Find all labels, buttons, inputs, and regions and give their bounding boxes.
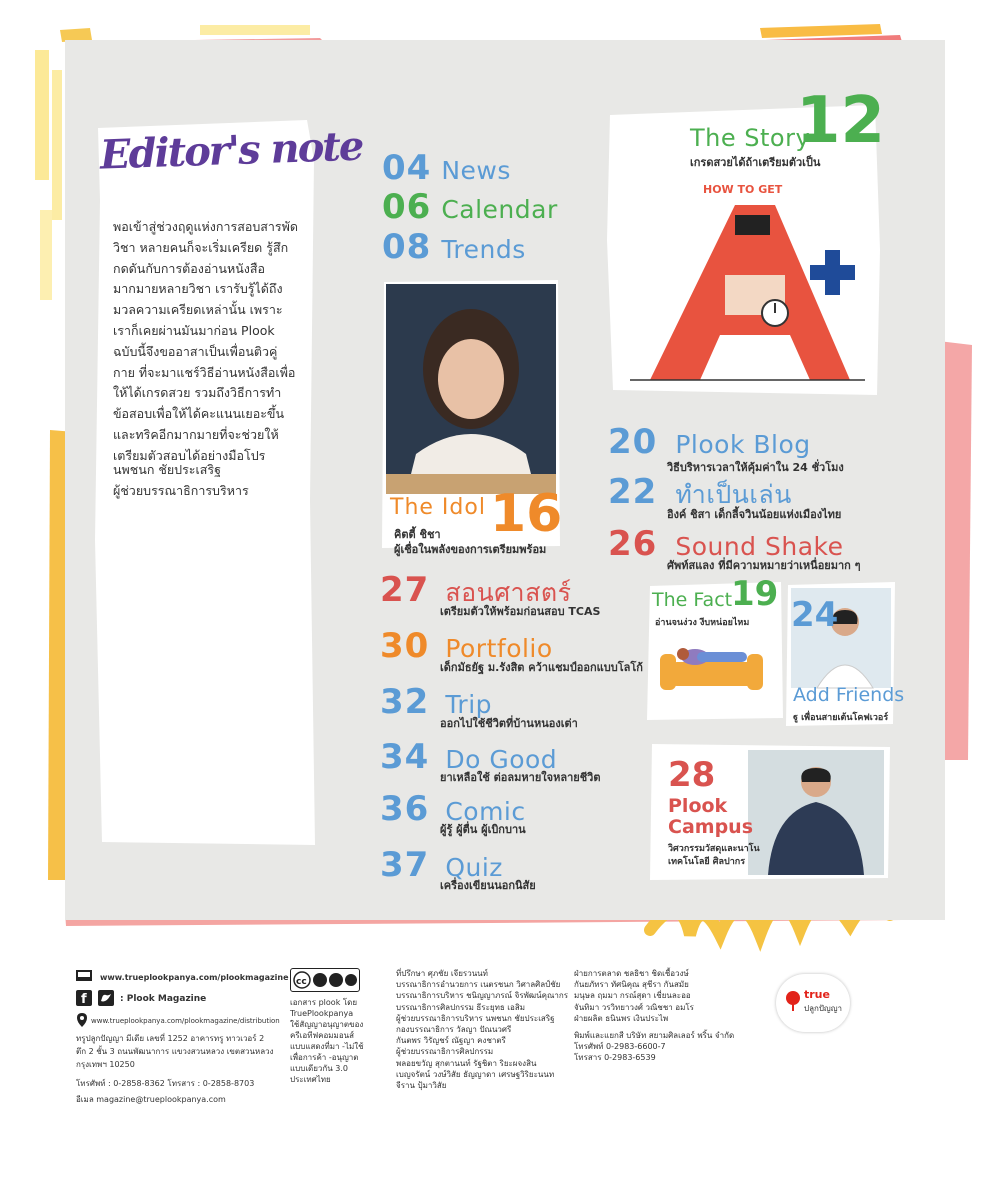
- staff-line: กันตพร วิรัญชร์ ณัฐญา คงชาตรี: [396, 1036, 506, 1046]
- idol-sub: ผู้เชื่อในพลังของการเตรียมพร้อม: [394, 543, 547, 556]
- toc-num: 27: [380, 570, 430, 610]
- campus-sub-2: เทคโนโลยี ศิลปากร: [668, 857, 746, 867]
- toc-num: 22: [608, 472, 658, 512]
- staff-line: ฝ่ายการตลาด ชลธิชา ชิดเชื้อวงษ์: [574, 969, 689, 978]
- cc-by-nc-sa-icon: [291, 969, 359, 991]
- story-art-text: HOW TO GET: [703, 183, 783, 196]
- logo-text-plookpanya: ปลูกปัญญา: [804, 1004, 843, 1013]
- story-title: The Story: [690, 124, 811, 152]
- cc-license-badge: [290, 968, 360, 992]
- staff-line: ฝ่ายผลิต ธนินพร เงินประไพ: [574, 1013, 669, 1023]
- cc-text-7: แบบเดียวกัน 3.0: [290, 1064, 348, 1073]
- staff-line: บรรณาธิการอำนวยการ เนตรชนก วิศาลศิลป์ชัย: [396, 980, 561, 990]
- toc-title: Quiz: [445, 853, 503, 882]
- toc-sub: วิธีบริหารเวลาให้คุ้มค่าใน 24 ชั่วโมง: [667, 461, 844, 474]
- toc-num: 04: [382, 148, 432, 188]
- cc-text-2: TruePlookpanya: [290, 1009, 354, 1018]
- toc-num: 30: [380, 626, 430, 666]
- staff-line: กองบรรณาธิการ วัลญา ปัณนวศรี: [396, 1025, 512, 1035]
- toc-num: 36: [380, 789, 430, 829]
- story-illustration-a-plus-icon: [625, 175, 865, 385]
- toc-title: Trip: [445, 690, 493, 719]
- location-pin-icon: [77, 1013, 87, 1027]
- toc-title: Calendar: [441, 195, 558, 224]
- toc-num: 06: [382, 187, 432, 227]
- footer-address-3: กรุงเทพฯ 10250: [76, 1060, 135, 1069]
- staff-line: ที่ปรึกษา ศุภชัย เจียรวนนท์: [396, 969, 488, 978]
- logo-text-true: true: [804, 988, 830, 1001]
- cc-text-6: เพื่อการค้า -อนุญาต: [290, 1053, 359, 1062]
- toc-num: 32: [380, 682, 430, 722]
- campus-page-num: 28: [668, 755, 716, 795]
- tree-logo-icon: [784, 990, 802, 1012]
- toc-item-trends[interactable]: [382, 227, 526, 267]
- editor-signature-name: นพชนก ชัยประเสริฐ: [113, 462, 222, 477]
- staff-line: บรรณาธิการศิลปกรรม ธีระยุทธ เอสิม: [396, 1002, 525, 1012]
- staff-line: พลอยขวัญ สุกตานนท์ รัฐชิตา ริยะผจงสิน: [396, 1058, 537, 1068]
- campus-title-1: Plook: [668, 795, 728, 817]
- toc-num: 20: [608, 422, 658, 462]
- editor-signature-role: ผู้ช่วยบรรณาธิการบริหาร: [113, 483, 249, 498]
- story-page-num: 12: [796, 84, 886, 158]
- footer-address-1: ทรูปลูกปัญญา มีเดีย เลขที่ 1252 อาคารทรู ทาวเวอร์ 2: [76, 1034, 265, 1043]
- toc-sub: เครื่องเขียนนอกนิสัย: [440, 879, 536, 892]
- toc-num: 08: [382, 227, 432, 267]
- staff-line: โทรสาร 0-2983-6539: [574, 1053, 656, 1063]
- toc-title: ทำเป็นเล่น: [675, 480, 792, 509]
- toc-sub: เตรียมตัวให้พร้อมก่อนสอบ TCAS: [440, 605, 601, 618]
- toc-sub: เด็กมัธยัฐ ม.รังสิต คว้าแชมป์ออกแบบโลโก้: [440, 661, 643, 674]
- fact-sub: อ่านจนง่วง งีบหน่อยไหม: [655, 618, 750, 628]
- footer-email: อีเมล magazine@trueplookpanya.com: [76, 1095, 226, 1104]
- trueplookpanya-logo[interactable]: [776, 974, 850, 1032]
- footer-address-2: ตึก 2 ชั้น 3 ถนนพัฒนาการ แขวงสวนหลวง เขตสวนหลวง: [76, 1047, 274, 1056]
- toc-sub: อิงค์ ชิสา เด็กลี้จวินน้อยแห่งเมืองไทย: [667, 508, 842, 521]
- fact-title: The Fact: [652, 589, 733, 611]
- toc-sub: ศัพท์สแลง ที่มีความหมายว่าเหนื่อยมาก ๆ: [667, 559, 861, 572]
- monitor-icon: [76, 970, 92, 983]
- staff-line: ผู้ช่วยบรรณาธิการศิลปกรรม: [396, 1047, 494, 1057]
- staff-line: พิมพ์และแยกสี บริษัท สยามศิลเลอร์ พริ้น จำกัด: [574, 1031, 735, 1041]
- footer-distribution-link[interactable]: www.trueplookpanya.com/plookmagazine/distribution: [91, 1017, 280, 1025]
- facebook-icon[interactable]: [76, 990, 92, 1006]
- cc-text-1: เอกสาร plook โดย: [290, 998, 358, 1007]
- cc-text-5: แบบแสดงที่มา -ไม่ใช้: [290, 1042, 364, 1051]
- toc-title: Sound Shake: [675, 532, 844, 561]
- toc-sub: ออกไปใช้ชีวิตที่บ้านหนองเต่า: [440, 717, 578, 730]
- staff-list-2: [574, 968, 734, 1064]
- idol-photo: [386, 284, 556, 494]
- toc-title: Comic: [445, 797, 526, 826]
- editor-note-heading: Editor's note: [99, 122, 363, 179]
- twitter-icon[interactable]: [98, 990, 114, 1006]
- toc-title: Do Good: [445, 745, 558, 774]
- svg-text:f: f: [81, 992, 87, 1006]
- toc-num: 26: [608, 524, 658, 564]
- toc-title: Plook Blog: [675, 430, 811, 459]
- toc-title: Trends: [441, 235, 526, 264]
- toc-sub: ยาเหลือใช้ ต่อลมหายใจหลายชีวิต: [440, 771, 601, 784]
- staff-line: โทรศัพท์ 0-2983-6600-7: [574, 1042, 666, 1052]
- toc-sub: ผู้รู้ ผู้ตื่น ผู้เบิกบาน: [440, 823, 526, 836]
- idol-portrait-icon: [386, 284, 556, 494]
- toc-num: 34: [380, 737, 430, 777]
- cc-text-4: ครีเอทีฟคอมมอนส์: [290, 1031, 354, 1040]
- campus-sub-1: วิศวกรรมวัสดุและนาโน: [668, 844, 760, 854]
- story-sub: เกรดสวยได้ถ้าเตรียมตัวเป็น: [690, 156, 821, 169]
- cc-text-3: ใช้สัญญาอนุญาตของ: [290, 1020, 364, 1029]
- toc-num: 37: [380, 845, 430, 885]
- editor-note-body: พอเข้าสู่ช่วงฤดูแห่งการสอบสารพัดวิชา หลายคนก็จะเริ่มเครียด รู้สึกกดดันกับการต้องอ่านหนังสือมากมายหลายวิชา เรารับรู้ได้ถึงมวลความเครียดเหล่านั้น เพราะเราก็เคยผ่านมันมาก่อน Plook ฉบับนี้จึงขออาสาเป็นเพื่อนติวคู่กาย ที่จะมาแชร์วิธีอ่านหนังสือเพื่อให้ได้เกรดสวย รวมถึงวิธีการทำข้อสอบเพื่อให้ได้คะแนนเยอะขึ้น และทริคอีกมากมายที่จะช่วยให้เตรียมตัวสอบได้อย่างมือโปร: [113, 219, 298, 463]
- toc-item-plook-blog[interactable]: [608, 422, 811, 462]
- staff-line: เบญจรัตน์ วงษ์วิสัย ธัญญาดา เศรษฐวิริยะนนท: [396, 1069, 555, 1079]
- footer-phone: โทรศัพท์ : 0-2858-8362 โทรสาร : 0-2858-8703: [76, 1079, 255, 1088]
- staff-line: มนุษล ฤมมา กรณ์สุดา เชี่ยนละออ: [574, 991, 691, 1001]
- toc-item-news[interactable]: [382, 148, 511, 188]
- staff-line: บรรณาธิการบริหาร ชนิญญาภรณ์ จิรพัฒน์คุณากร: [396, 991, 568, 1001]
- campus-title-2: Campus: [668, 816, 753, 838]
- toc-item-calendar[interactable]: [382, 187, 558, 227]
- footer-web-link[interactable]: www.trueplookpanya.com/plookmagazine: [100, 973, 289, 982]
- idol-title: The Idol: [390, 495, 486, 520]
- friends-page-num: 24: [791, 595, 839, 635]
- staff-list-1: [396, 968, 568, 1091]
- toc-title: News: [441, 156, 511, 185]
- staff-line: ผู้ช่วยบรรณาธิการบริหาร นพชนก ชัยประเสริฐ: [396, 1013, 555, 1023]
- footer-facebook-label: : Plook Magazine: [120, 994, 207, 1004]
- toc-title: สอนศาสตร์: [445, 578, 572, 607]
- friends-sub: ฐู เพื่อนสายเต้นโคฟเวอร์: [793, 713, 889, 723]
- staff-line: กันยภัทรา ทัศนิคุณ สุชีรา กันสมัย: [574, 980, 689, 990]
- toc-title: Portfolio: [445, 634, 553, 663]
- staff-line: จีราน ปุ้มาวิสัย: [396, 1081, 447, 1091]
- cc-text-8: ประเทศไทย: [290, 1075, 331, 1084]
- fact-page-num: 19: [731, 574, 779, 614]
- cc-badge-text: cc: [296, 977, 307, 987]
- idol-name: คิตตี้ ชิชา: [394, 528, 441, 541]
- idol-page-num: 16: [490, 484, 563, 544]
- staff-line: จันทิมา วรวิทยาวงศ์ วณิชชา อมโร: [574, 1002, 694, 1012]
- friends-title: Add Friends: [793, 684, 905, 706]
